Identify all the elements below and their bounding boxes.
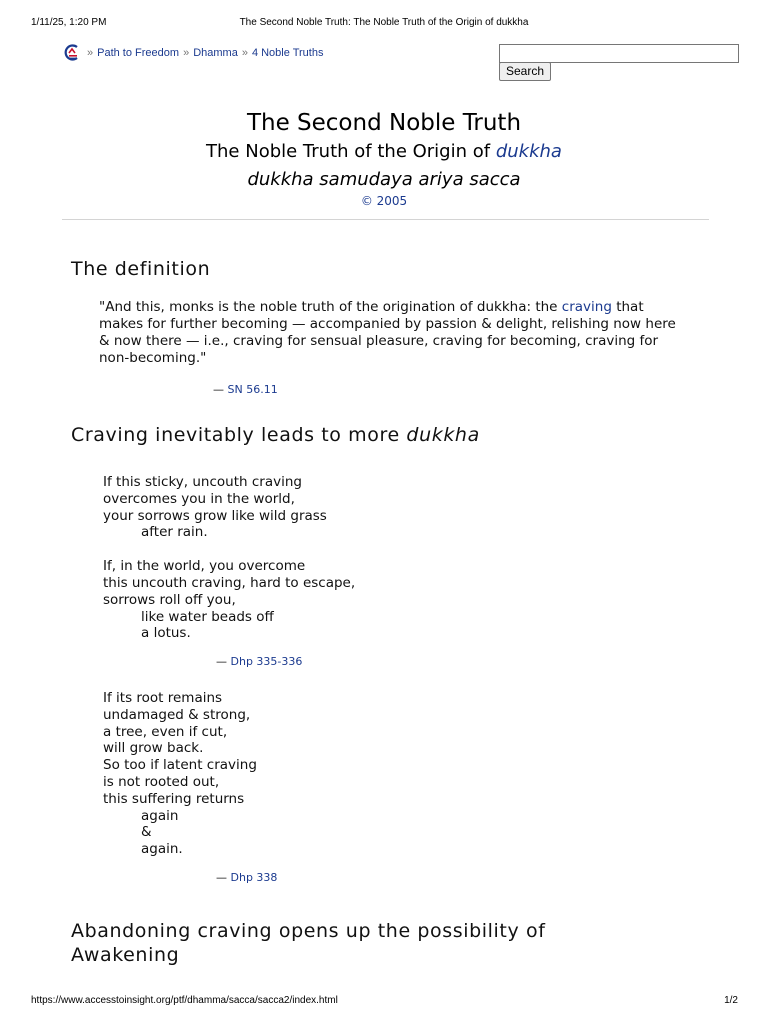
search-input[interactable] bbox=[499, 44, 739, 63]
section-heading-craving bbox=[71, 424, 480, 446]
breadcrumb bbox=[64, 44, 327, 61]
breadcrumb-separator: » bbox=[87, 46, 94, 59]
citation-link-dhp-335-336[interactable]: Dhp 335-336 bbox=[230, 655, 303, 668]
print-doc-title: The Second Noble Truth: The Noble Truth of the Origin of dukkha bbox=[239, 17, 529, 28]
verse-line: again bbox=[141, 807, 179, 824]
quote-text-start: "And this, monks is the noble truth of the origination of dukkha: the bbox=[99, 299, 562, 315]
header-divider bbox=[62, 219, 709, 220]
verse-line: If its root remains bbox=[103, 690, 223, 706]
verse-line: a lotus. bbox=[141, 625, 191, 642]
verse-line: sorrows roll off you, bbox=[103, 591, 236, 608]
subtitle-dukkha-term[interactable]: dukkha bbox=[495, 141, 562, 162]
verse-line: a tree, even if cut, bbox=[103, 723, 228, 740]
page-title: The Second Noble Truth bbox=[246, 110, 522, 136]
citation-dash: — bbox=[216, 871, 227, 884]
heading-abandoning-line2: Awakening bbox=[71, 944, 180, 966]
verse-line: this suffering returns bbox=[103, 790, 245, 807]
stanza-break bbox=[103, 541, 355, 558]
citation-dash: — bbox=[216, 655, 227, 668]
verse-line: & bbox=[141, 824, 152, 841]
verse-line: So too if latent craving bbox=[103, 757, 257, 774]
craving-term-link[interactable]: craving bbox=[561, 299, 612, 315]
section-heading-abandoning bbox=[71, 919, 545, 967]
verse-line: your sorrows grow like wild grass bbox=[103, 507, 327, 524]
verse-line: is not rooted out, bbox=[103, 773, 220, 790]
pali-title: dukkha samudaya ariya sacca bbox=[247, 169, 521, 190]
breadcrumb-separator: » bbox=[241, 46, 248, 59]
print-page-number: 1/2 bbox=[724, 995, 738, 1006]
section-heading-definition: The definition bbox=[71, 258, 211, 280]
verse1-citation bbox=[216, 655, 302, 668]
breadcrumb-link-4-noble-truths[interactable]: 4 Noble Truths bbox=[251, 46, 324, 59]
quote-text-end: that makes for further becoming — accompanied by passion & delight, relishing now here & now there — i.e., craving for sensual pleasure, craving for becoming, craving for non-becoming." bbox=[99, 299, 676, 366]
breadcrumb-separator: » bbox=[183, 46, 190, 59]
verse-line: If this sticky, uncouth craving bbox=[103, 474, 302, 490]
heading-dukkha-term: dukkha bbox=[406, 424, 480, 446]
print-url: https://www.accesstoinsight.org/ptf/dhamma/sacca/sacca2/index.html bbox=[31, 995, 338, 1006]
definition-quote bbox=[99, 299, 679, 367]
print-datetime: 1/11/25, 1:20 PM bbox=[31, 17, 107, 28]
page-subtitle bbox=[0, 138, 768, 166]
definition-citation bbox=[213, 383, 278, 396]
citation-link-sn-56-11[interactable]: SN 56.11 bbox=[227, 383, 278, 396]
verse-line: like water beads off bbox=[141, 608, 274, 625]
copyright-link[interactable]: © 2005 bbox=[360, 194, 408, 208]
verse-line: If, in the world, you overcome bbox=[103, 558, 306, 575]
verse-line: this uncouth craving, hard to escape, bbox=[103, 574, 356, 591]
heading-craving-prefix: Craving inevitably leads to more bbox=[71, 424, 400, 446]
verse-line: after rain. bbox=[141, 524, 208, 541]
citation-dash: — bbox=[213, 383, 224, 396]
breadcrumb-link-dhamma[interactable]: Dhamma bbox=[193, 46, 238, 59]
heading-abandoning-line1: Abandoning craving opens up the possibility of bbox=[71, 920, 546, 942]
verse-line: overcomes you in the world, bbox=[103, 490, 295, 507]
breadcrumb-link-path-to-freedom[interactable]: Path to Freedom bbox=[97, 46, 180, 59]
subtitle-prefix: The Noble Truth of the Origin of bbox=[206, 141, 491, 162]
page-header bbox=[0, 108, 768, 208]
citation-link-dhp-338[interactable]: Dhp 338 bbox=[230, 871, 278, 884]
verse-dhp-338 bbox=[103, 690, 257, 858]
verse-dhp-335-336 bbox=[103, 474, 355, 642]
search-button[interactable]: Search bbox=[499, 62, 551, 81]
verse-line: undamaged & strong, bbox=[103, 706, 251, 723]
verse-line: again. bbox=[141, 841, 183, 858]
verse-line: will grow back. bbox=[103, 740, 204, 757]
verse2-citation bbox=[216, 871, 277, 884]
site-logo-icon[interactable] bbox=[64, 44, 81, 61]
